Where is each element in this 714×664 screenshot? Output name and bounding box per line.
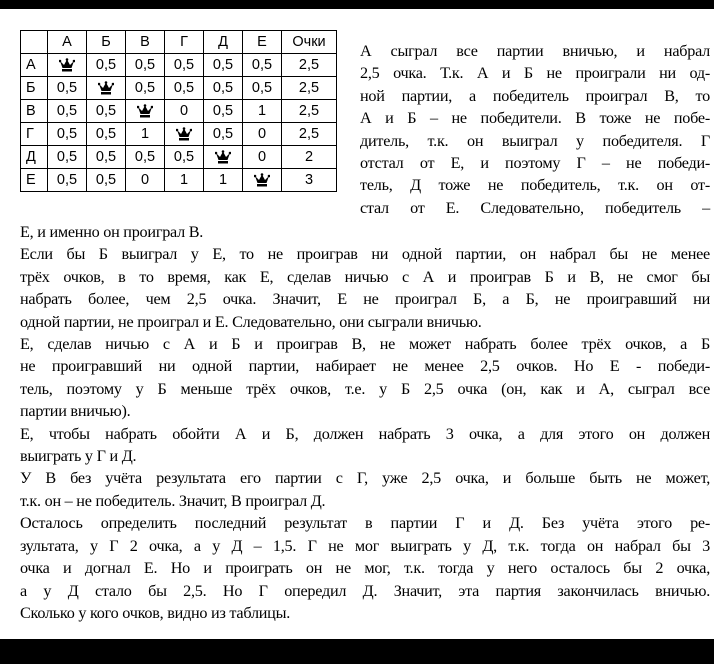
score-cell: 0,5 xyxy=(48,146,87,169)
table-row xyxy=(21,169,337,192)
text-line: партии вничью). xyxy=(20,402,131,421)
header-cell: Б xyxy=(87,31,126,54)
score-cell: 0,5 xyxy=(165,77,204,100)
score-cell: 0,5 xyxy=(48,123,87,146)
table-row xyxy=(21,146,337,169)
score-cell: 0,5 xyxy=(87,169,126,192)
score-cell: 1 xyxy=(243,100,282,123)
document-page xyxy=(0,9,714,639)
score-cell: 0 xyxy=(243,123,282,146)
results-table xyxy=(20,30,337,192)
score-cell: 0,5 xyxy=(165,146,204,169)
queen-icon xyxy=(126,100,165,123)
text-line: тель, поэтому у Б меньше трёх очков, т.е. у Б 2,5 очка (он, как и А, сыграл все xyxy=(20,379,710,398)
text-line: а у Д стало бы 2,5. Но Г опередил Д. Значит, эта партия закончилась вничью. xyxy=(20,581,710,600)
table-row xyxy=(21,54,337,77)
text-line: выиграть у Г и Д. xyxy=(20,447,137,466)
score-cell: 0,5 xyxy=(48,169,87,192)
score-cell: 0,5 xyxy=(204,54,243,77)
score-cell: 0,5 xyxy=(165,54,204,77)
row-label: Г xyxy=(21,123,48,146)
text-line: Если бы Б выиграл у Е, то не проиграв ни одной партии, он набрал бы не менее xyxy=(20,245,710,264)
text-line: Осталось определить последний результат в партии Г и Д. Без учёта этого ре- xyxy=(20,514,710,533)
score-cell: 0,5 xyxy=(126,77,165,100)
text-line: одной партии, не проиграл и Е. Следовательно, они сыграли вничью. xyxy=(20,312,482,331)
score-cell: 1 xyxy=(204,169,243,192)
text-line: набрать более, чем 2,5 очка. Значит, Е не проиграл Б, а Б, не проигравший ни xyxy=(20,290,710,309)
text-line: отстал от Е, и поэтому Г – не победи- xyxy=(360,154,710,173)
text-line: очка и догнал Е. Но и проиграть он не мог, т.к. тогда у него осталось бы 2 очка, xyxy=(20,559,710,578)
row-label: Е xyxy=(21,169,48,192)
score-cell: 0,5 xyxy=(87,146,126,169)
header-cell: Очки xyxy=(282,31,337,54)
main-paragraphs xyxy=(20,221,710,624)
score-cell: 0,5 xyxy=(126,54,165,77)
text-line: Е, сделав ничью с А и Б и проиграв В, не может набрать более трёх очков, а Б xyxy=(20,335,710,354)
points-cell: 2,5 xyxy=(282,54,337,77)
text-line: трёх очков, в то время, как Е, сделав ничью с А и проиграв Б и В, не смог бы xyxy=(20,267,710,286)
score-cell: 1 xyxy=(165,169,204,192)
score-cell: 0,5 xyxy=(204,123,243,146)
points-cell: 2,5 xyxy=(282,100,337,123)
header-cell: В xyxy=(126,31,165,54)
score-cell: 0,5 xyxy=(204,77,243,100)
score-cell: 0,5 xyxy=(204,100,243,123)
side-paragraph xyxy=(360,40,710,219)
text-line: Е, и именно он проиграл В. xyxy=(20,223,204,241)
queen-icon xyxy=(165,123,204,146)
row-label: Д xyxy=(21,146,48,169)
score-cell: 0,5 xyxy=(48,77,87,100)
text-line: У В без учёта результата его партии с Г, уже 2,5 очка, и больше быть не может, xyxy=(20,469,710,488)
table-header-row xyxy=(21,31,337,54)
row-label: Б xyxy=(21,77,48,100)
queen-icon xyxy=(48,54,87,77)
text-line: не проигравший ни одной партии, набирает не менее 2,5 очков. Но Е - победи- xyxy=(20,357,710,376)
points-cell: 2,5 xyxy=(282,77,337,100)
text-line: ной партии, а победитель проиграл В, то xyxy=(360,86,710,105)
header-cell: Г xyxy=(165,31,204,54)
text-line: Сколько у кого очков, видно из таблицы. xyxy=(20,603,291,622)
score-cell: 0 xyxy=(165,100,204,123)
score-cell: 0,5 xyxy=(87,54,126,77)
score-cell: 0,5 xyxy=(243,77,282,100)
points-cell: 2,5 xyxy=(282,123,337,146)
text-line: зультата, у Г 2 очка, а у Д – 1,5. Г не мог выиграть у Д, т.к. тогда он набрал бы 3 xyxy=(20,536,710,555)
score-cell: 0 xyxy=(126,169,165,192)
text-line: А и Б – не победители. В тоже не побе- xyxy=(360,109,710,128)
text-line: стал от Е. Следовательно, победитель – xyxy=(360,198,710,217)
header-cell: А xyxy=(48,31,87,54)
queen-icon xyxy=(243,169,282,192)
queen-icon xyxy=(87,77,126,100)
text-line: Е, чтобы набрать обойти А и Б, должен набрать 3 очка, а для этого он должен xyxy=(20,424,710,443)
header-cell: Д xyxy=(204,31,243,54)
text-line: 2,5 очка. Т.к. А и Б не проиграли ни од- xyxy=(360,64,710,83)
points-cell: 3 xyxy=(282,169,337,192)
score-cell: 0,5 xyxy=(87,100,126,123)
text-line: т.к. он – не победитель. Значит, В проиграл Д. xyxy=(20,491,326,510)
queen-icon xyxy=(204,146,243,169)
header-cell xyxy=(21,31,48,54)
points-cell: 2 xyxy=(282,146,337,169)
score-cell: 0,5 xyxy=(126,146,165,169)
text-line: дитель, т.к. он выиграл у победителя. Г xyxy=(360,131,710,150)
score-cell: 0,5 xyxy=(48,100,87,123)
text-line: тель, Д тоже не победитель, т.к. он от- xyxy=(360,176,710,195)
score-cell: 1 xyxy=(126,123,165,146)
table-row xyxy=(21,100,337,123)
table-row xyxy=(21,77,337,100)
score-cell: 0,5 xyxy=(243,54,282,77)
score-cell: 0,5 xyxy=(87,123,126,146)
table-row xyxy=(21,123,337,146)
header-cell: Е xyxy=(243,31,282,54)
row-label: В xyxy=(21,100,48,123)
text-line: А сыграл все партии вничью, и набрал xyxy=(360,42,710,60)
row-label: А xyxy=(21,54,48,77)
score-cell: 0 xyxy=(243,146,282,169)
